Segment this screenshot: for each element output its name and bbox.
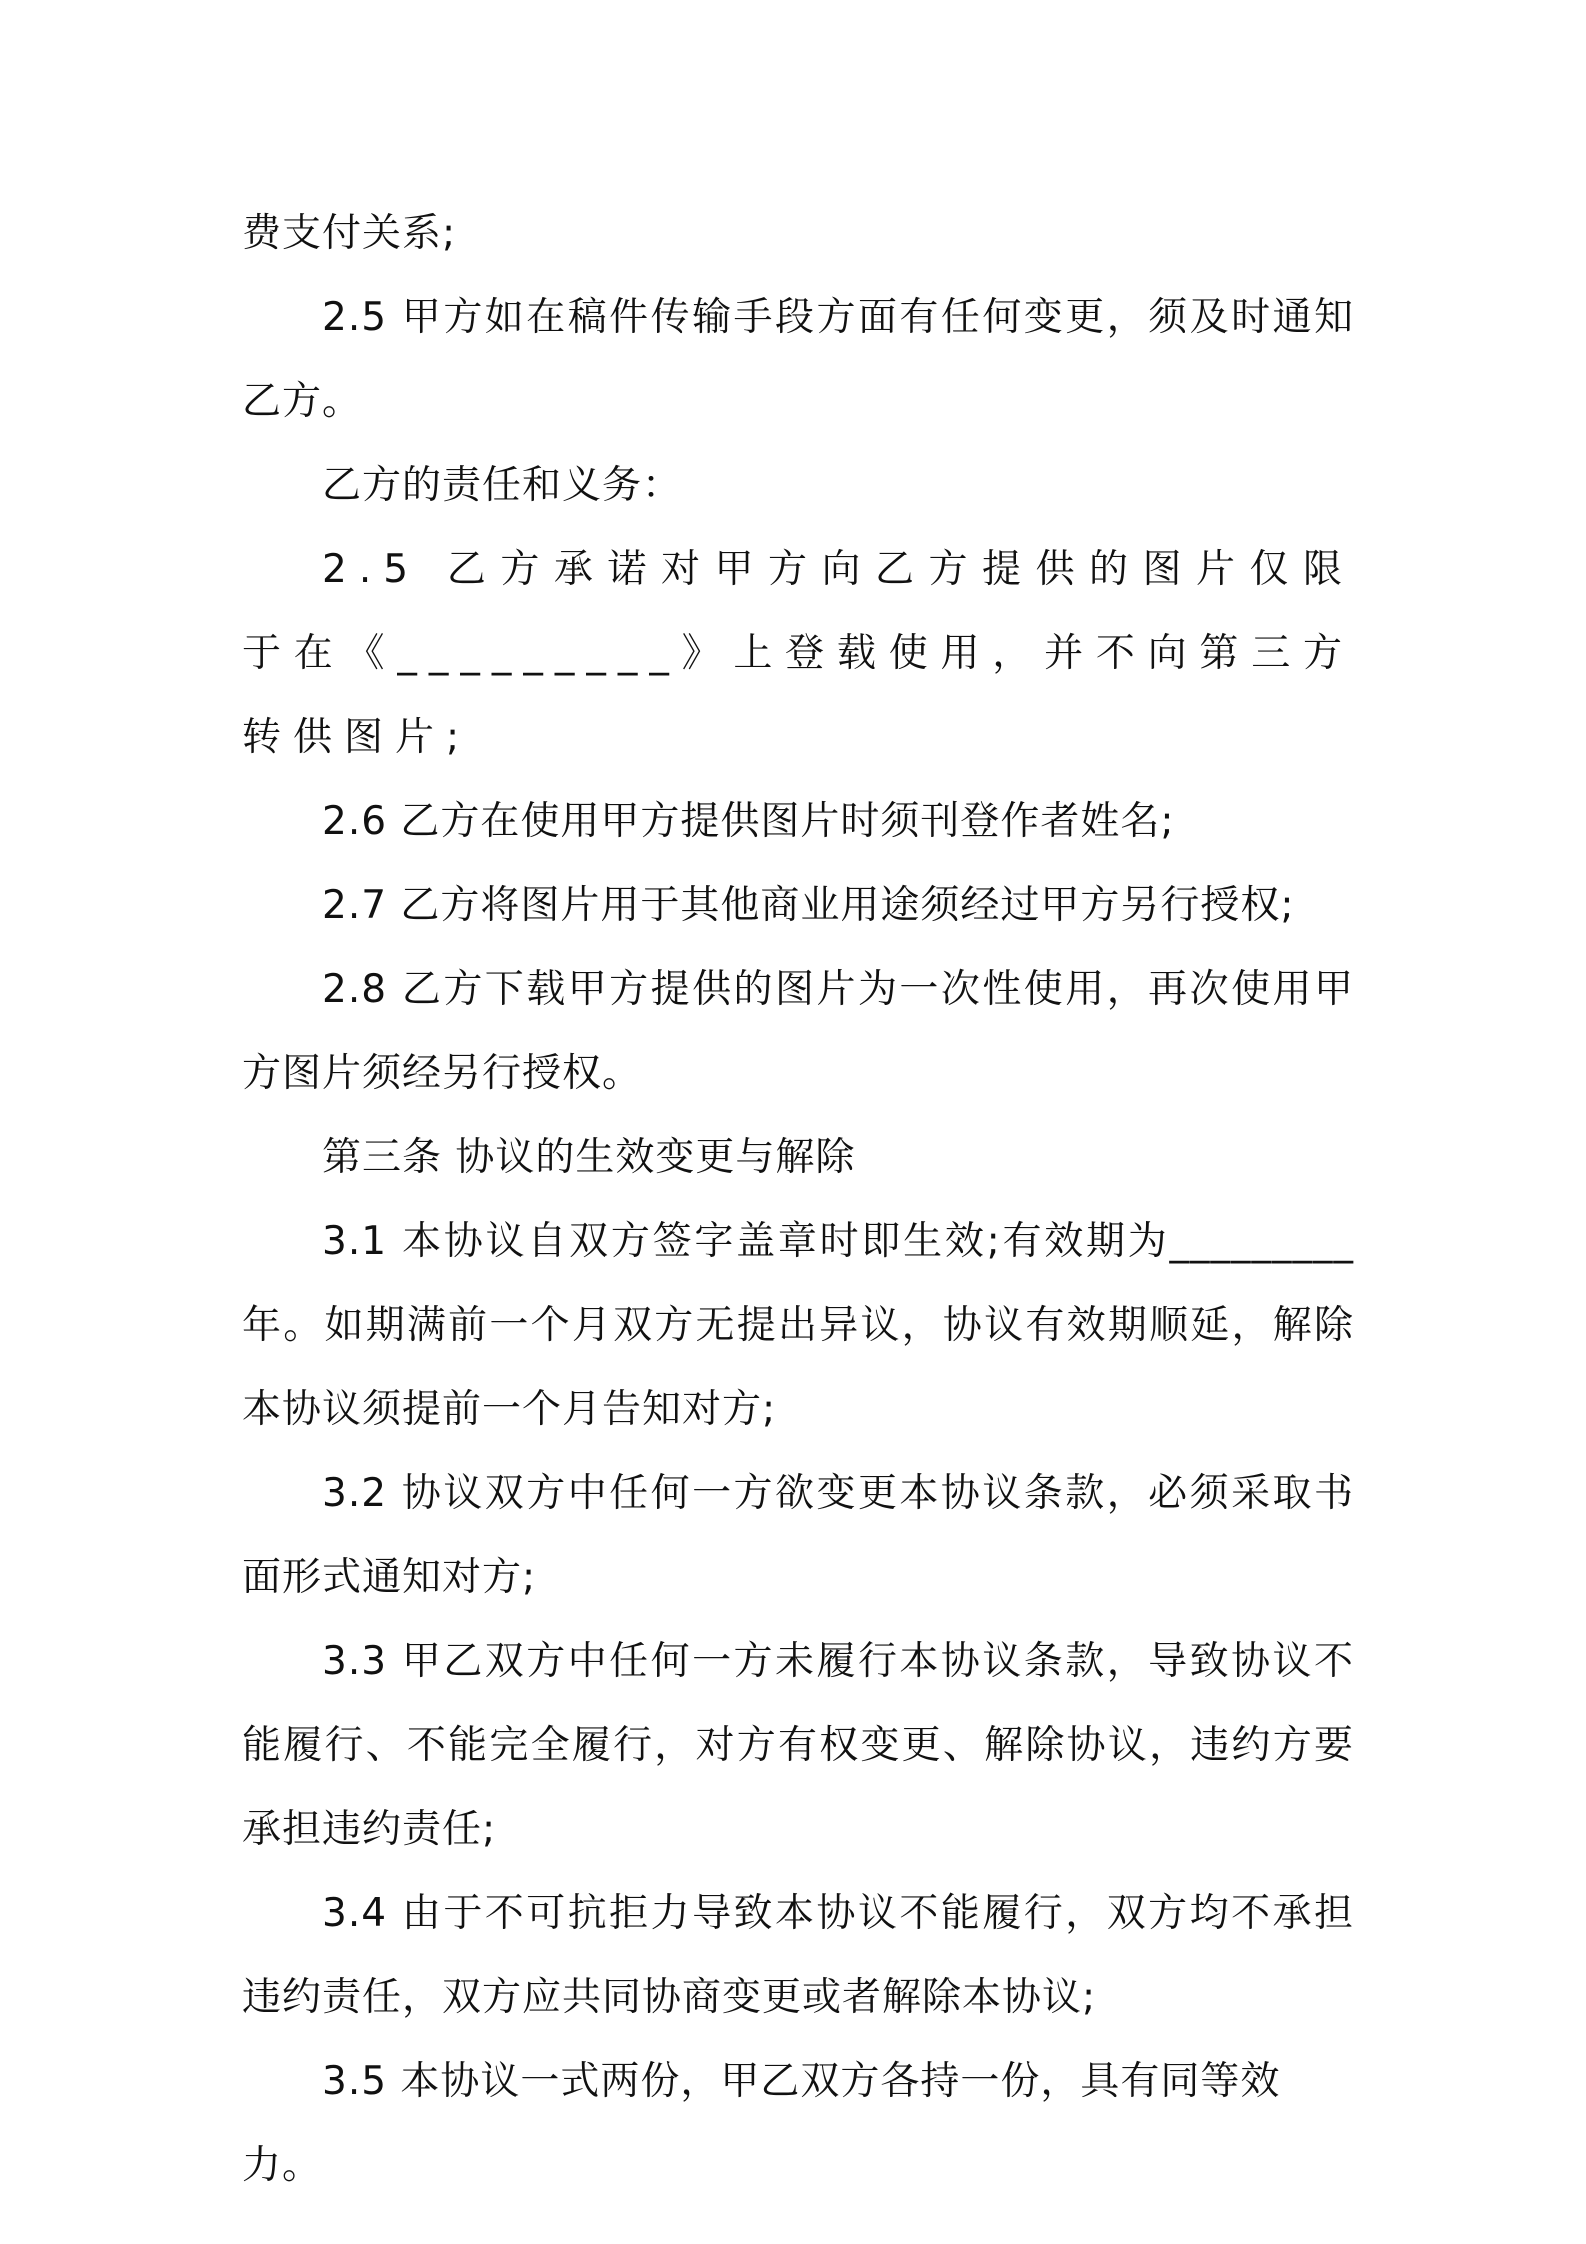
paragraph-2-7: 2.7 乙方将图片用于其他商业用途须经过甲方另行授权; — [322, 883, 1295, 928]
paragraph-3-1: 3.1 本协议自双方签字盖章时即生效;有效期为_________年。如期满前一个月双方无提出异议，协议有效期顺延，解除本协议须提前一个月告知对方; — [242, 1219, 1354, 1432]
paragraph-2-5-party-b: 2.5 乙方承诺对甲方向乙方提供的图片仅限于在《_________》上登载使用，并不向第三方转供图片; — [242, 547, 1354, 760]
paragraph-fee-payment: 费支付关系; — [242, 211, 457, 256]
paragraph-3-3: 3.3 甲乙双方中任何一方未履行本协议条款，导致协议不能履行、不能完全履行，对方有权变更、解除协议，违约方要承担违约责任; — [242, 1639, 1354, 1852]
paragraph-3-5: 3.5 本协议一式两份，甲乙双方各持一份，具有同等效力。 — [242, 2059, 1281, 2188]
heading-article-3: 第三条 协议的生效变更与解除 — [322, 1135, 856, 1180]
paragraph-3-4: 3.4 由于不可抗拒力导致本协议不能履行，双方均不承担违约责任，双方应共同协商变更或者解除本协议; — [242, 1891, 1354, 2020]
paragraph-2-5-party-a: 2.5 甲方如在稿件传输手段方面有任何变更，须及时通知乙方。 — [242, 295, 1354, 424]
document-body — [242, 192, 1354, 2208]
heading-party-b-duties: 乙方的责任和义务： — [322, 463, 683, 508]
paragraph-3-2: 3.2 协议双方中任何一方欲变更本协议条款，必须采取书面形式通知对方; — [242, 1471, 1354, 1600]
paragraph-2-8: 2.8 乙方下载甲方提供的图片为一次性使用，再次使用甲方图片须经另行授权。 — [242, 967, 1354, 1096]
paragraph-2-6: 2.6 乙方在使用甲方提供图片时须刊登作者姓名; — [322, 799, 1175, 844]
